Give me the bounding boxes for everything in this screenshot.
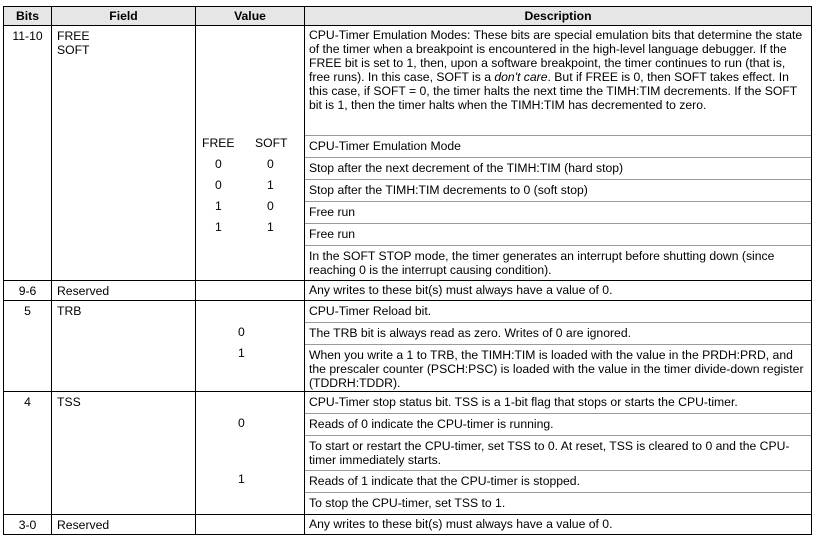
mode-description: Stop after the TIMH:TIM decrements to 0 (soft stop)	[305, 180, 811, 202]
value-free: 1	[215, 220, 222, 234]
description-part: CPU-Timer Emulation Modes: These bits are special emulation bits that determine the state of the timer when a breakpoint is encountered in the high-level language debugger. If the FREE bit is set to 1, then, upon a software breakpoint, the timer continues to run (that is, free runs). In this case, SOFT is a	[309, 28, 803, 84]
value-free: 1	[215, 199, 222, 213]
bits-cell	[4, 301, 52, 392]
bits-value: 9-6	[18, 284, 37, 298]
header-value: Value	[196, 7, 305, 26]
field-name: TRB	[57, 304, 82, 318]
bits-value: 3-0	[18, 518, 37, 532]
field-cell	[52, 301, 196, 392]
description-cell	[305, 281, 812, 301]
value-label-free: FREE	[202, 136, 235, 150]
description-text: To start or restart the CPU-timer, set TSS to 0. At reset, TSS is cleared to 0 and the CPU-timer immediately starts.	[305, 436, 811, 471]
bits-value: 11-10	[12, 29, 43, 43]
value-0: 0	[238, 416, 245, 430]
mode-description: Stop after the next decrement of the TIMH:TIM (hard stop)	[305, 158, 811, 180]
table-row	[4, 301, 812, 392]
value-1: 1	[238, 472, 245, 486]
description-cell	[305, 301, 812, 392]
table-row	[4, 26, 812, 281]
description-title: CPU-Timer stop status bit. TSS is a 1-bit flag that stops or starts the CPU-timer.	[305, 392, 811, 414]
description-text	[305, 26, 811, 136]
table-row	[4, 392, 812, 515]
table-row	[4, 281, 812, 301]
value-0: 0	[238, 325, 245, 339]
value-free: 0	[215, 178, 222, 192]
value-cell	[196, 26, 305, 281]
description-cell	[305, 392, 812, 515]
bits-value: 4	[24, 395, 31, 409]
description-text: To stop the CPU-timer, set TSS to 1.	[309, 496, 506, 510]
field-name: TSS	[57, 395, 81, 409]
field-cell	[52, 281, 196, 301]
description-text: When you write a 1 to TRB, the TIMH:TIM is loaded with the value in the PRDH:PRD, and the prescaler counter (PSCH:PSC) is loaded with the value in the timer divide-down register (TDDRH:TDDR).	[309, 348, 804, 390]
description-text: Any writes to these bit(s) must always have a value of 0.	[309, 517, 613, 531]
value-soft: 1	[267, 178, 274, 192]
description-part: . But if FREE is 0, then SOFT takes effect. In this case, if SOFT = 0, the timer halts the next time the TIMH:TIM decrements. If the SOFT bit is 1, then the timer halts when the TIMH:TIM has decremented to zero.	[309, 70, 798, 112]
field-name: FREE	[57, 29, 90, 43]
description-title: CPU-Timer Reload bit.	[305, 301, 811, 323]
value-free: 0	[215, 157, 222, 171]
field-cell	[52, 515, 196, 535]
bits-cell	[4, 515, 52, 535]
value-cell	[196, 281, 305, 301]
field-name: Reserved	[57, 518, 110, 532]
softstop-note: In the SOFT STOP mode, the timer generates an interrupt before shutting down (since reaching 0 is the interrupt causing condition).	[309, 249, 775, 277]
table-header-row	[4, 7, 812, 26]
field-cell	[52, 26, 196, 281]
header-description: Description	[305, 7, 812, 26]
value-soft: 0	[267, 199, 274, 213]
field-cell	[52, 392, 196, 515]
field-name: SOFT	[57, 43, 90, 57]
register-bit-table	[3, 6, 812, 535]
mode-title: CPU-Timer Emulation Mode	[305, 136, 811, 158]
value-cell	[196, 392, 305, 515]
description-italic: don't care	[494, 70, 548, 84]
mode-description: Free run	[305, 224, 811, 246]
bits-cell	[4, 281, 52, 301]
bits-cell	[4, 392, 52, 515]
field-name: Reserved	[57, 284, 110, 298]
description-text: Reads of 0 indicate the CPU-timer is running.	[305, 414, 811, 436]
value-label-soft: SOFT	[255, 136, 288, 150]
table-row	[4, 515, 812, 535]
description-text: Any writes to these bit(s) must always have a value of 0.	[309, 283, 613, 297]
value-cell	[196, 515, 305, 535]
bits-value: 5	[24, 304, 31, 318]
header-field: Field	[52, 7, 196, 26]
description-cell	[305, 515, 812, 535]
value-soft: 0	[267, 157, 274, 171]
value-1: 1	[238, 346, 245, 360]
description-text: Reads of 1 indicate that the CPU-timer is stopped.	[305, 471, 811, 493]
bits-cell	[4, 26, 52, 281]
description-cell	[305, 26, 812, 281]
description-text: The TRB bit is always read as zero. Writes of 0 are ignored.	[305, 323, 811, 345]
mode-description: Free run	[305, 202, 811, 224]
value-cell	[196, 301, 305, 392]
header-bits: Bits	[4, 7, 52, 26]
value-soft: 1	[267, 220, 274, 234]
